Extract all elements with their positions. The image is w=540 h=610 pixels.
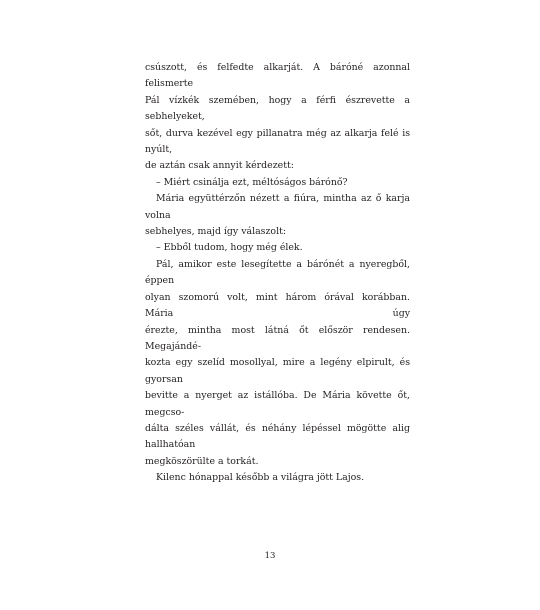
text-line: sőt, durva kezével egy pillanatra még az alkarja felé is nyúlt,	[145, 127, 410, 156]
text-line: kozta egy szelíd mosollyal, mire a legény elpirult, és gyorsan	[145, 357, 410, 385]
body-text	[145, 60, 410, 487]
dialogue-line: – Miért csinálja ezt, méltóságos bárónő?	[156, 176, 348, 188]
page-number: 13	[264, 551, 276, 561]
text-line: de aztán csak annyit kérdezett:	[145, 160, 294, 172]
text-line: Pál, amikor este lesegítette a bárónét a nyeregből, éppen	[145, 258, 410, 287]
dialogue-line: – Ebből tudom, hogy még élek.	[156, 242, 303, 254]
text-line: Mária együttérzőn nézett a fiúra, mintha az ő karja volna	[145, 193, 410, 221]
text-line: megköszörülte a torkát.	[145, 455, 259, 467]
text-line: Kilenc hónappal később a világra jött Lajos.	[156, 472, 365, 484]
text-line: sebhelyes, majd így válaszolt:	[145, 226, 286, 238]
text-line: dálta széles vállát, és néhány lépéssel mögötte alig hallhatóan	[145, 422, 410, 451]
text-line: érezte, mintha most látná őt először rendesen. Megajándé-	[145, 324, 410, 352]
text-line: csúszott, és felfedte alkarját. A báróné azonnal felismerte	[145, 62, 410, 90]
text-line: olyan szomorú volt, mint három órával korábban. Mária úgy	[145, 291, 410, 320]
text-line: bevitte a nyerget az istállóba. De Mária követte őt, megcso-	[145, 390, 410, 418]
text-line: Pál vízkék szemében, hogy a férfi észrevette a sebhelyeket,	[145, 94, 410, 123]
